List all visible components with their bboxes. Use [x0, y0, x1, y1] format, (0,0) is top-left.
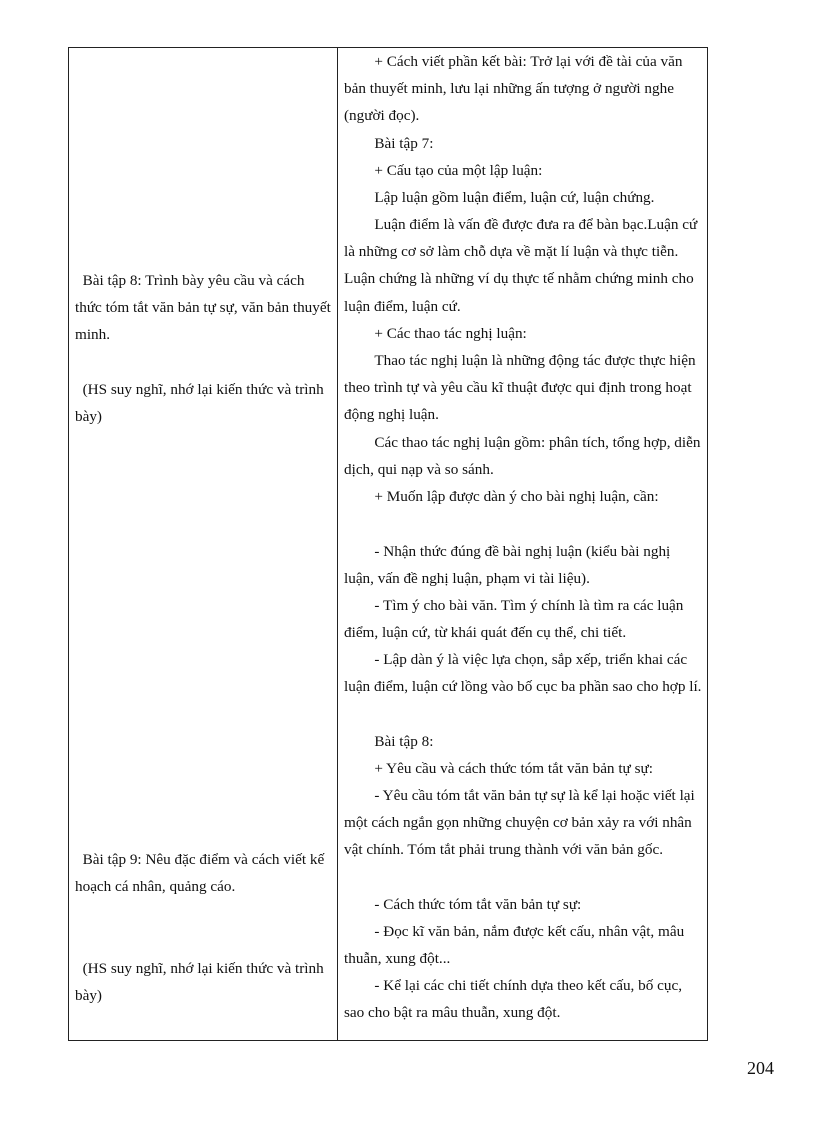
right-paragraph: Bài tập 8: [344, 733, 434, 750]
right-paragraph: Bài tập 7: [344, 135, 434, 152]
right-paragraph: - Kể lại các chi tiết chính dựa theo kết cấu, bố cục, sao cho bật ra mâu thuẫn, xung đột. [344, 977, 686, 1022]
right-paragraph: Lập luận gồm luận điểm, luận cứ, luận chứng. [344, 189, 655, 206]
right-paragraph: - Nhận thức đúng đề bài nghị luận (kiểu bài nghị luận, vấn đề nghị luận, phạm vi tài liệu). [344, 543, 675, 588]
right-paragraph: Luận điểm là vấn đề được đưa ra để bàn bạc.Luận cứ là những cơ sở làm chỗ dựa về mặt lí luận và thực tiễn. Luận chứng là những ví dụ thực tế nhằm chứng minh cho luận điểm, luận cứ. [344, 216, 702, 315]
right-paragraph: - Cách thức tóm tắt văn bản tự sự: [344, 896, 582, 913]
left-column [69, 48, 338, 1040]
content-table [68, 47, 708, 1041]
right-column [338, 48, 707, 1040]
right-paragraph: Các thao tác nghị luận gồm: phân tích, tổng hợp, diễn dịch, qui nạp và so sánh. [344, 434, 705, 479]
page-number: 204 [747, 1058, 774, 1078]
right-paragraph: + Cấu tạo của một lập luận: [344, 162, 543, 179]
right-paragraph: - Yêu cầu tóm tắt văn bản tự sự là kể lại hoặc viết lại một cách ngắn gọn những chuyện cơ bản xảy ra với nhân vật chính. Tóm tắt phải trung thành với văn bản gốc. [344, 787, 699, 859]
right-paragraph: + Yêu cầu và cách thức tóm tắt văn bản tự sự: [344, 760, 653, 777]
exercise-9-question: Bài tập 9: Nêu đặc điểm và cách viết kế hoạch cá nhân, quảng cáo. [75, 851, 329, 896]
right-paragraph: - Lập dàn ý là việc lựa chọn, sắp xếp, triển khai các luận điểm, luận cứ lồng vào bố cục ba phần sao cho hợp lí. [344, 651, 702, 696]
exercise-9-note: (HS suy nghĩ, nhớ lại kiến thức và trình bày) [75, 960, 328, 1005]
right-paragraph: + Các thao tác nghị luận: [344, 325, 527, 342]
right-paragraph: + Muốn lập được dàn ý cho bài nghị luận, cần: [344, 488, 659, 505]
right-paragraph: - Đọc kĩ văn bản, nắm được kết cấu, nhân vật, mâu thuẫn, xung đột... [344, 923, 688, 968]
right-paragraph: Thao tác nghị luận là những động tác được thực hiện theo trình tự và yêu cầu kĩ thuật được qui định trong hoạt động nghị luận. [344, 352, 700, 424]
right-paragraph: + Cách viết phần kết bài: Trở lại với đề tài của văn bản thuyết minh, lưu lại những ấn tượng ở người nghe (người đọc). [344, 53, 687, 125]
right-paragraph: - Tìm ý cho bài văn. Tìm ý chính là tìm ra các luận điểm, luận cứ, từ khái quát đến cụ thể, chi tiết. [344, 597, 688, 642]
exercise-8-question: Bài tập 8: Trình bày yêu cầu và cách thức tóm tắt văn bản tự sự, văn bản thuyết minh. [75, 272, 335, 344]
exercise-8-note: (HS suy nghĩ, nhớ lại kiến thức và trình bày) [75, 381, 328, 426]
